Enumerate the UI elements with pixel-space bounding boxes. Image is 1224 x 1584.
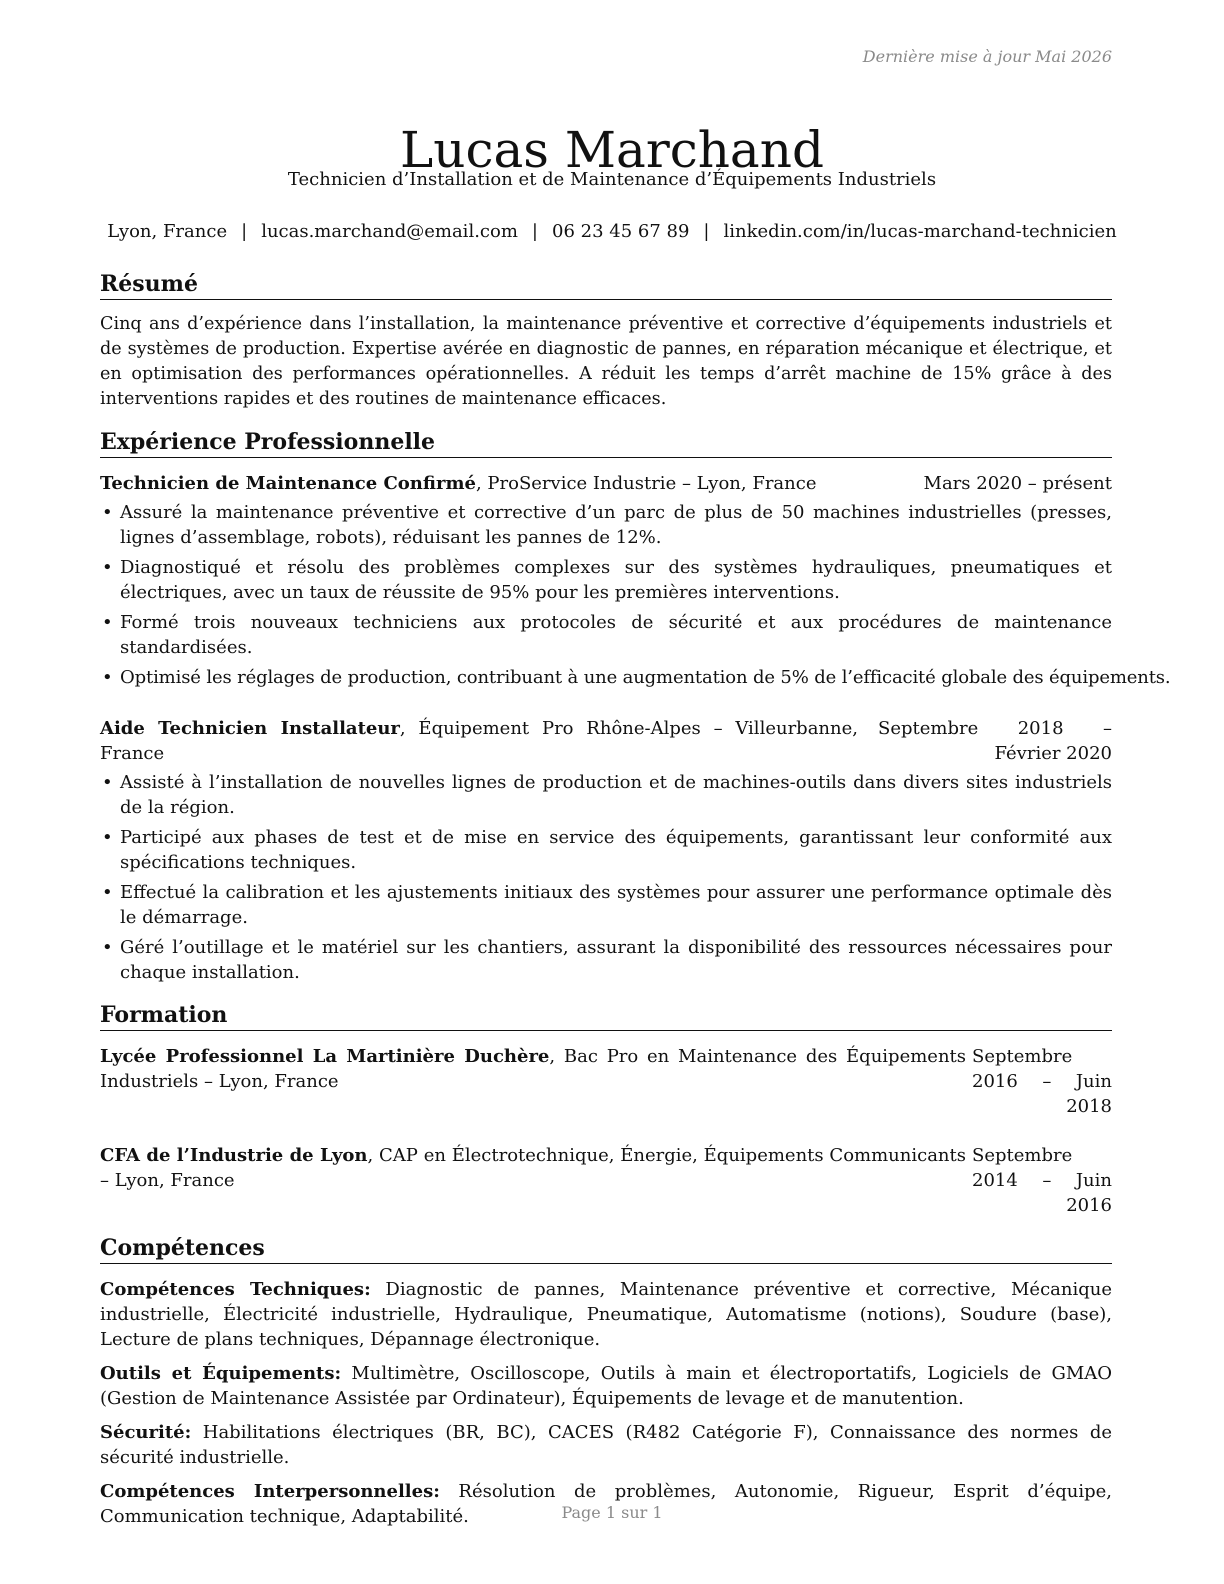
list-item: • Optimisé les réglages de production, contribuant à une augmentation de 5% de l’efficacité globale des équipements. bbox=[100, 665, 1118, 690]
education-school: Lycée Professionnel La Martinière Duchère bbox=[100, 1046, 550, 1067]
separator: | bbox=[703, 221, 710, 242]
skill-label: Compétences Techniques: bbox=[100, 1279, 371, 1300]
job-title: Technicien d’Installation et de Maintenance d’Équipements Industriels bbox=[287, 169, 937, 190]
list-item: • Assisté à l’installation de nouvelles lignes de production et de machines-outils dans divers sites industriels de la région. bbox=[100, 770, 1112, 820]
summary-section bbox=[100, 270, 1112, 412]
skill-text: Multimètre, Oscilloscope, Outils à main et électroportatifs, Logiciels de GMAO (Gestion de Maintenance Assistée par Ordinateur), Équipements de levage et de manutention. bbox=[100, 1363, 1113, 1409]
job-role: Technicien de Maintenance Confirmé bbox=[100, 473, 476, 494]
skill-group bbox=[100, 1361, 1112, 1411]
education-school: CFA de l’Industrie de Lyon bbox=[100, 1145, 368, 1166]
last-updated: Dernière mise à jour Mai 2026 bbox=[862, 47, 1112, 66]
education-school-detail bbox=[100, 1044, 972, 1119]
section-title-experience: Expérience Professionnelle bbox=[100, 428, 1112, 458]
skills-section bbox=[100, 1234, 1112, 1529]
education-detail: , CAP en Électrotechnique, Énergie, Équipements Communicants – Lyon, France bbox=[100, 1145, 966, 1191]
education-detail: , Bac Pro en Maintenance des Équipements Industriels – Lyon, France bbox=[100, 1046, 967, 1092]
skill-text: Habilitations électriques (BR, BC), CACES (R482 Catégorie F), Connaissance des normes de sécurité industrielle. bbox=[100, 1422, 1112, 1468]
job-role: Aide Technicien Installateur bbox=[100, 718, 400, 739]
job-role-company bbox=[100, 716, 878, 766]
location: Lyon, France bbox=[107, 221, 228, 242]
email-link[interactable]: lucas.marchand@email.com bbox=[261, 221, 518, 242]
section-title-education: Formation bbox=[100, 1001, 1112, 1031]
job-header bbox=[100, 471, 1112, 496]
job-bullets bbox=[100, 500, 1171, 690]
section-title-skills: Compétences bbox=[100, 1234, 1112, 1264]
list-item: • Géré l’outillage et le matériel sur les chantiers, assurant la disponibilité des ressources nécessaires pour chaque installation. bbox=[100, 935, 1112, 985]
skill-label: Outils et Équipements: bbox=[100, 1363, 342, 1384]
list-item: • Formé trois nouveaux techniciens aux protocoles de sécurité et aux procédures de maintenance standardisées. bbox=[100, 610, 1112, 660]
list-item: • Diagnostiqué et résolu des problèmes complexes sur des systèmes hydrauliques, pneumatiques et électriques, avec un taux de réussite de 95% pour les premières interventions. bbox=[100, 555, 1112, 605]
separator: | bbox=[531, 221, 538, 242]
job-bullets bbox=[100, 770, 1112, 985]
education-dates: Septembre 2014 – Juin 2016 bbox=[972, 1145, 1112, 1216]
list-item: • Assuré la maintenance préventive et corrective d’un parc de plus de 50 machines industrielles (presses, lignes d’assemblage, robots), réduisant les pannes de 12%. bbox=[100, 500, 1112, 550]
job-entry bbox=[100, 716, 1112, 985]
list-item: • Participé aux phases de test et de mise en service des équipements, garantissant leur conformité aux spécifications techniques. bbox=[100, 825, 1112, 875]
education-entry bbox=[100, 1143, 1112, 1218]
job-company: , Équipement Pro Rhône-Alpes – Villeurbanne, France bbox=[100, 718, 858, 764]
education-section bbox=[100, 1001, 1112, 1218]
job-dates: Septembre 2018 – Février 2020 bbox=[878, 718, 1112, 764]
linkedin-link[interactable]: linkedin.com/in/lucas-marchand-technicien bbox=[723, 221, 1117, 242]
summary-text: Cinq ans d’expérience dans l’installation, la maintenance préventive et corrective d’équipements industriels et de systèmes de production. Expertise avérée en diagnostic de pannes, en réparation mécanique et électrique, et en optimisation des performances opérationnelles. A réduit les temps d’arrêt machine de 15% grâce à des interventions rapides et des routines de maintenance efficaces. bbox=[100, 314, 1112, 409]
skill-label: Sécurité: bbox=[100, 1422, 192, 1443]
skill-text: Résolution de problèmes, Autonomie, Rigueur, Esprit d’équipe, Communication technique, Adaptabilité. bbox=[100, 1481, 1112, 1527]
list-item: • Effectué la calibration et les ajustements initiaux des systèmes pour assurer une performance optimale dès le démarrage. bbox=[100, 880, 1112, 930]
skill-group bbox=[100, 1420, 1112, 1470]
contact-line bbox=[0, 219, 1224, 244]
page-number: Page 1 sur 1 bbox=[561, 1503, 663, 1522]
candidate-name: Lucas Marchand bbox=[400, 120, 824, 179]
experience-section bbox=[100, 428, 1171, 985]
job-role-company bbox=[100, 471, 924, 496]
section-title-summary: Résumé bbox=[100, 270, 1112, 300]
education-dates: Septembre 2016 – Juin 2018 bbox=[972, 1046, 1112, 1117]
job-entry bbox=[100, 471, 1171, 690]
skill-label: Compétences Interpersonnelles: bbox=[100, 1481, 440, 1502]
job-company: , ProService Industrie – Lyon, France bbox=[475, 473, 817, 494]
education-entry bbox=[100, 1044, 1112, 1119]
education-school-detail bbox=[100, 1143, 972, 1218]
job-header bbox=[100, 716, 1112, 766]
job-dates: Mars 2020 – présent bbox=[923, 473, 1112, 494]
skill-group bbox=[100, 1277, 1112, 1352]
phone: 06 23 45 67 89 bbox=[552, 221, 690, 242]
resume-body bbox=[100, 270, 1171, 1529]
separator: | bbox=[241, 221, 248, 242]
skill-text: Diagnostic de pannes, Maintenance préventive et corrective, Mécanique industrielle, Électricité industrielle, Hydraulique, Pneumatique, Automatisme (notions), Soudure (base), Lecture de plans techniques, Dépannage électronique. bbox=[100, 1279, 1112, 1350]
